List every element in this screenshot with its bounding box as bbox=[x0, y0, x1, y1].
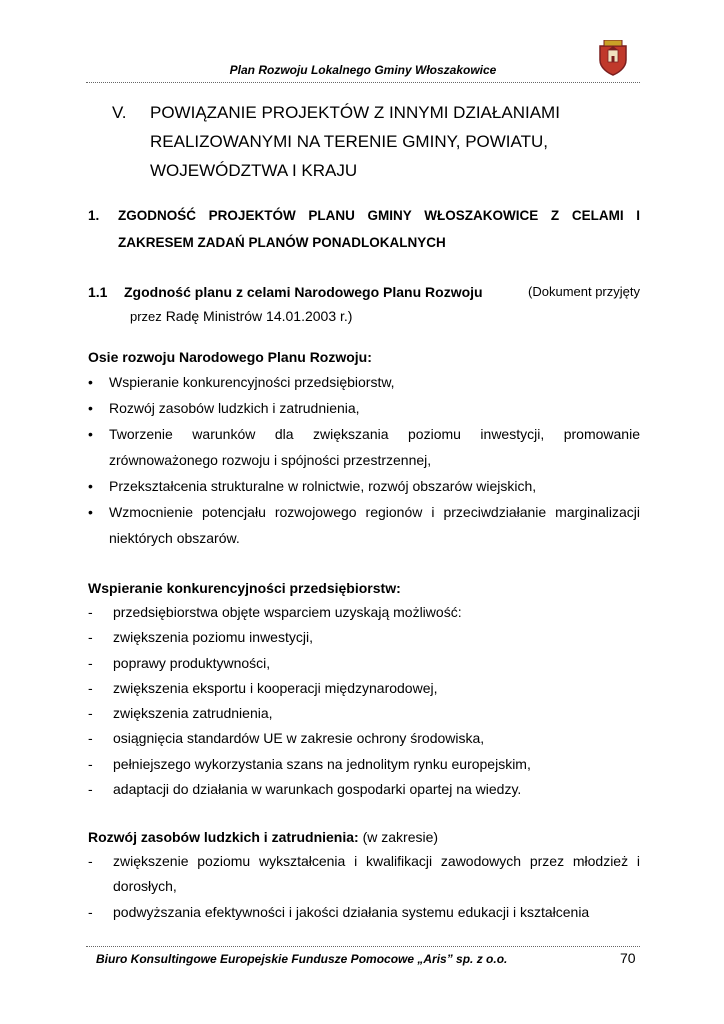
bullet-icon: • bbox=[88, 426, 93, 442]
dash-icon: - bbox=[88, 853, 93, 869]
heading-1-1-note: (Dokument przyjęty bbox=[528, 284, 640, 299]
list-item: • Tworzenie warunków dla zwiększania poziomu inwestycji, promowanie zrównoważonego rozwoju i spójności przestrzennej, bbox=[88, 421, 640, 473]
dash-icon: - bbox=[88, 679, 93, 696]
section-title-line: REALIZOWANYMI NA TERENIE GMINY, POWIATU, bbox=[150, 132, 548, 151]
dash-icon: - bbox=[88, 903, 93, 920]
bullet-icon: • bbox=[88, 478, 93, 494]
list-item: - osiągnięcia standardów UE w zakresie ochrony środowiska, bbox=[88, 726, 640, 751]
heading-1-1-note-rest: Radę Ministrów 14.01.2003 r.) bbox=[165, 308, 353, 324]
competitiveness-section bbox=[88, 576, 640, 802]
list-item: - podwyższania efektywności i jakości działania systemu edukacji i kształcenia bbox=[88, 900, 640, 925]
bullet-icon: • bbox=[88, 374, 93, 390]
bullet-icon: • bbox=[88, 400, 93, 416]
dash-icon: - bbox=[88, 629, 93, 646]
section-title-line: WOJEWÓDZTWA I KRAJU bbox=[150, 161, 358, 180]
list-item: • Wspieranie konkurencyjności przedsiębiorstw, bbox=[88, 369, 640, 395]
competitiveness-heading: Wspieranie konkurencyjności przedsiębiorstw: bbox=[88, 580, 401, 596]
dash-icon: - bbox=[88, 604, 93, 620]
list-item: - zwiększenia zatrudnienia, bbox=[88, 701, 640, 726]
section-number: V. bbox=[112, 103, 127, 122]
coat-of-arms-icon bbox=[598, 40, 628, 76]
bullet-icon: • bbox=[88, 504, 93, 520]
heading-1-1-title: Zgodność planu z celami Narodowego Planu Rozwoju bbox=[124, 284, 483, 300]
header-divider bbox=[86, 82, 640, 83]
list-item: - przedsiębiorstwa objęte wsparciem uzyskają możliwość: bbox=[88, 600, 640, 625]
heading-1-number: 1. bbox=[88, 208, 100, 223]
list-item: • Wzmocnienie potencjału rozwojowego regionów i przeciwdziałanie marginalizacji niektórych obszarów. bbox=[88, 499, 640, 551]
list-item: - zwiększenia poziomu inwestycji, bbox=[88, 625, 640, 650]
list-item: - pełniejszego wykorzystania szans na jednolitym rynku europejskim, bbox=[88, 752, 640, 777]
dash-icon: - bbox=[88, 755, 93, 772]
dash-icon: - bbox=[88, 730, 93, 747]
human-resources-section bbox=[88, 825, 640, 925]
axes-heading: Osie rozwoju Narodowego Planu Rozwoju: bbox=[88, 349, 372, 365]
human-resources-list bbox=[88, 849, 640, 925]
dash-icon: - bbox=[88, 705, 93, 722]
heading-1-line: ZGODNOŚĆ PROJEKTÓW PLANU GMINY WŁOSZAKOWICE Z CELAMI I bbox=[118, 208, 640, 223]
list-item: • Przekształcenia strukturalne w rolnictwie, rozwój obszarów wiejskich, bbox=[88, 473, 640, 499]
axes-section bbox=[88, 345, 640, 551]
list-item: - zwiększenie poziomu wykształcenia i kwalifikacji zawodowych przez młodzież i dorosłych, bbox=[88, 849, 640, 900]
heading-1-1-number: 1.1 bbox=[88, 284, 108, 300]
footer-text: Biuro Konsultingowe Europejskie Fundusze Pomocowe „Aris” sp. z o.o. bbox=[96, 952, 508, 966]
list-item: - adaptacji do działania w warunkach gospodarki opartej na wiedzy. bbox=[88, 777, 640, 802]
human-resources-heading-note: (w zakresie) bbox=[362, 829, 439, 845]
competitiveness-list bbox=[88, 600, 640, 802]
human-resources-heading: Rozwój zasobów ludzkich i zatrudnienia: (w zakresie) bbox=[88, 829, 439, 845]
footer-divider bbox=[86, 946, 640, 947]
list-item: - zwiększenia eksportu i kooperacji międzynarodowej, bbox=[88, 676, 640, 701]
heading-1-1-note-przez: przez bbox=[130, 309, 162, 324]
axes-list bbox=[88, 369, 640, 551]
dash-icon: - bbox=[88, 654, 93, 671]
heading-1-line: ZAKRESEM ZADAŃ PLANÓW PONADLOKALNYCH bbox=[118, 235, 446, 250]
list-item: • Rozwój zasobów ludzkich i zatrudnienia, bbox=[88, 395, 640, 421]
dash-icon: - bbox=[88, 781, 93, 798]
page-header-title: Plan Rozwoju Lokalnego Gminy Włoszakowice bbox=[229, 63, 497, 77]
page-number: 70 bbox=[620, 950, 636, 966]
section-title-line: POWIĄZANIE PROJEKTÓW Z INNYMI DZIAŁANIAMI bbox=[150, 103, 560, 122]
list-item: - poprawy produktywności, bbox=[88, 651, 640, 676]
